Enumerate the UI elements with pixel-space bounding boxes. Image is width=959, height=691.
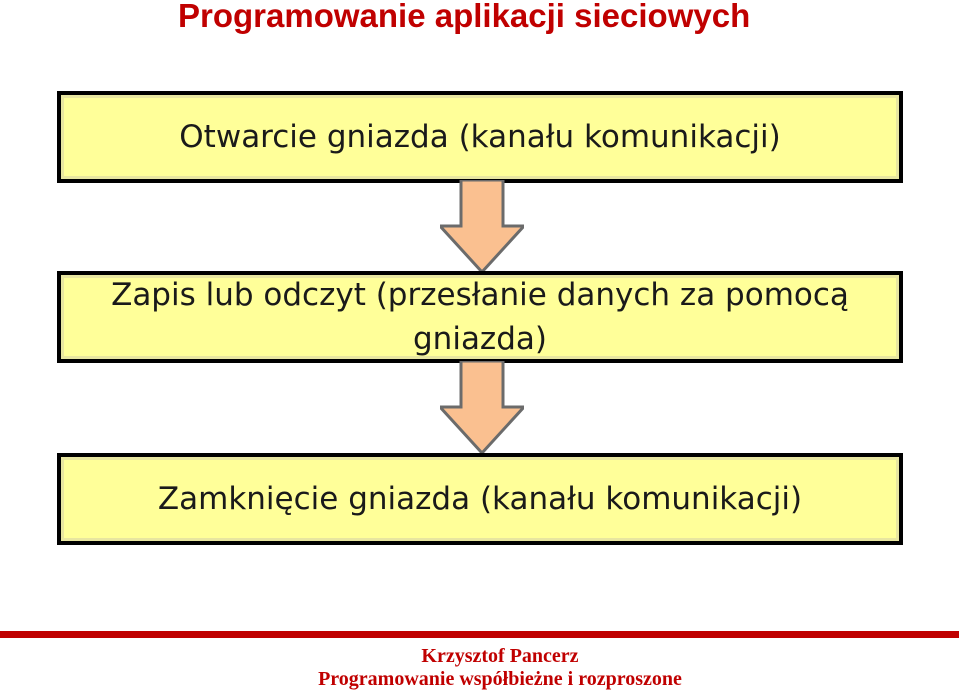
flow-step-open-socket: Otwarcie gniazda (kanału komunikacji) (57, 91, 903, 183)
footer-divider (0, 631, 959, 638)
slide-title: Programowanie aplikacji sieciowych (178, 0, 751, 34)
flow-step-close-socket: Zamknięcie gniazda (kanału komunikacji) (57, 453, 903, 545)
down-arrow-icon (440, 361, 524, 453)
footer-course: Programowanie współbieżne i rozproszone (318, 668, 682, 690)
footer-author: Krzysztof Pancerz (421, 645, 579, 667)
down-arrow-icon (440, 180, 524, 272)
flow-step-read-write: Zapis lub odczyt (przesłanie danych za pomocą gniazda) (57, 271, 903, 363)
